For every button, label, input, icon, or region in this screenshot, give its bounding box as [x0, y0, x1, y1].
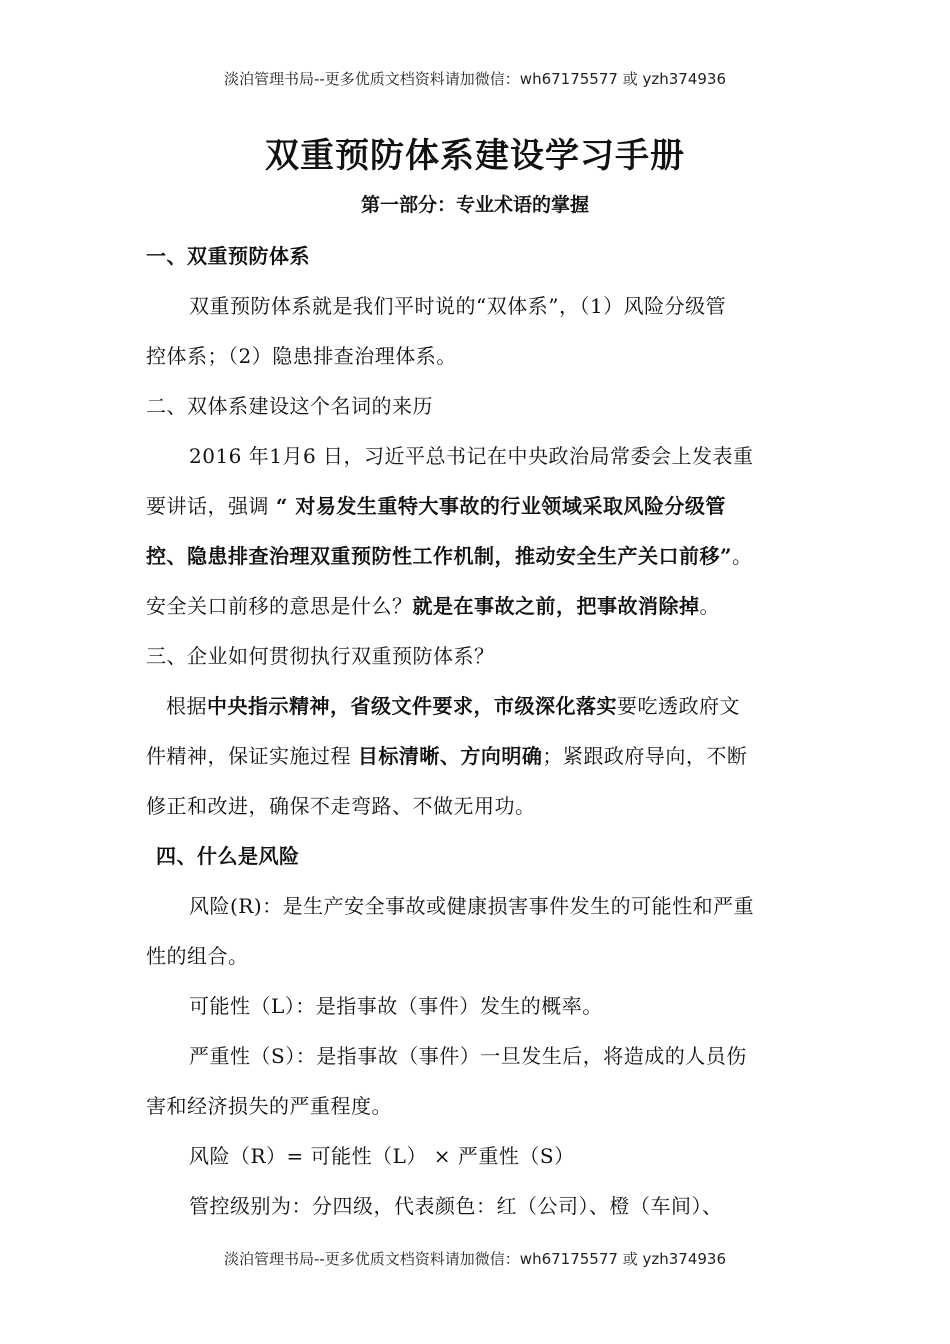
emphasis-text: 目标清晰、方向明确 [357, 744, 543, 768]
section-1-paragraph-line: 控体系；（2）隐患排查治理体系。 [146, 344, 457, 368]
page-header: 淡泊管理书局--更多优质文档资料请加微信：wh67175577 或 yzh374936 [223, 70, 726, 88]
text-run: 。 [699, 594, 720, 618]
text-run: ；紧跟政府导向，不断 [542, 744, 748, 768]
risk-formula: 风险（R）= 可能性（L） × 严重性（S） [189, 1144, 575, 1168]
section-4-paragraph-line: 管控级别为：分四级，代表颜色：红（公司）、橙（车间）、 [189, 1194, 723, 1218]
section-2-paragraph-line [146, 540, 753, 569]
document-title: 双重预防体系建设学习手册 [265, 136, 685, 176]
section-2-heading: 二、双体系建设这个名词的来历 [146, 394, 433, 418]
section-3-heading: 三、企业如何贯彻执行双重预防体系？ [146, 644, 495, 668]
page-footer: 淡泊管理书局--更多优质文档资料请加微信：wh67175577 或 yzh374936 [223, 1250, 726, 1268]
text-run: 要吃透政府文 [617, 694, 740, 718]
text-run: 根据 [166, 694, 207, 718]
emphasis-quote: “ 对易发生重特大事故的行业领域采取风险分级管 [275, 494, 726, 518]
emphasis-answer: 就是在事故之前，把事故消除掉 [412, 594, 700, 618]
document-subtitle: 第一部分：专业术语的掌握 [360, 194, 589, 216]
text-run: 。 [732, 544, 753, 568]
section-4-paragraph-line: 风险(R)：是生产安全事故或健康损害事件发生的可能性和严重 [189, 894, 755, 918]
section-4-paragraph-line: 害和经济损失的严重程度。 [146, 1094, 392, 1118]
section-2-paragraph-line [146, 590, 720, 619]
section-3-paragraph-line [166, 690, 740, 719]
section-2-paragraph-line [146, 490, 726, 519]
section-3-paragraph-line [146, 740, 747, 769]
emphasis-quote: 控、隐患排查治理双重预防性工作机制，推动安全生产关口前移” [146, 544, 733, 568]
section-4-paragraph-line: 可能性（L）：是指事故（事件）发生的概率。 [189, 994, 603, 1018]
section-4-paragraph-line: 严重性（S）：是指事故（事件）一旦发生后，将造成的人员伤 [189, 1044, 747, 1068]
section-3-paragraph-line: 修正和改进，确保不走弯路、不做无用功。 [146, 794, 536, 818]
section-2-paragraph-line: 2016 年1月6 日，习近平总书记在中央政治局常委会上发表重 [189, 444, 754, 468]
section-1-heading: 一、双重预防体系 [146, 244, 310, 268]
text-run: 件精神，保证实施过程 [146, 744, 358, 768]
section-1-paragraph-line: 双重预防体系就是我们平时说的“双体系”，（1）风险分级管 [189, 294, 727, 318]
text-run: 要讲话，强调 [146, 494, 276, 518]
emphasis-text: 中央指示精神，省级文件要求，市级深化落实 [207, 694, 617, 718]
section-4-heading: 四、什么是风险 [156, 844, 300, 868]
text-run: 安全关口前移的意思是什么？ [146, 594, 413, 618]
section-4-paragraph-line: 性的组合。 [146, 944, 249, 968]
